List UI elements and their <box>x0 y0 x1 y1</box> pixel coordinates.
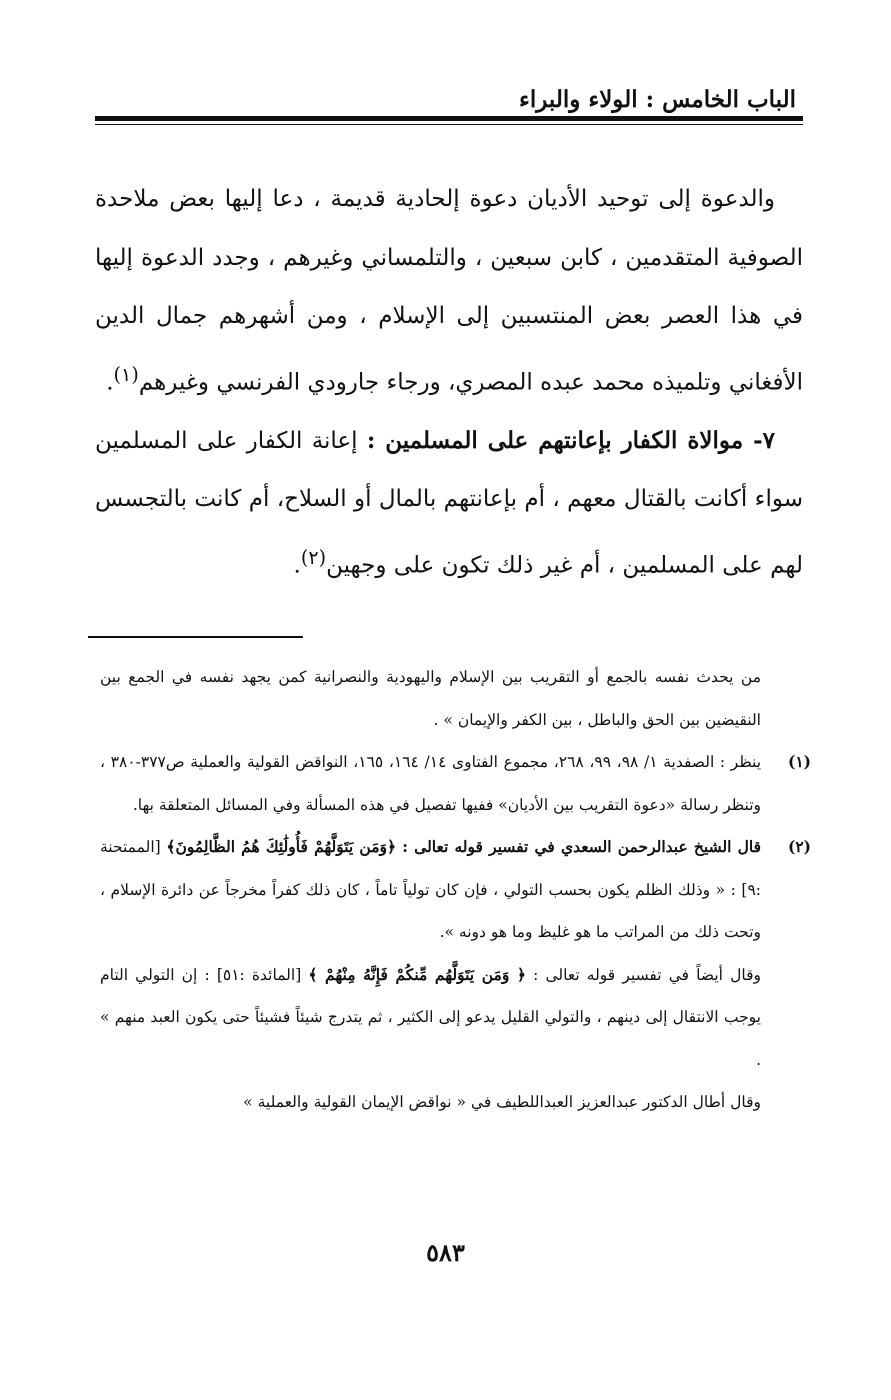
footnote-2-para-1 <box>100 826 761 954</box>
main-text <box>95 170 803 595</box>
header-rule-thin <box>95 124 803 125</box>
header-rule-thick <box>95 116 803 121</box>
footnote-2-intro: قال الشيخ عبدالرحمن السعدي في تفسير قوله تعالى : <box>396 837 761 856</box>
footnote-separator <box>88 636 303 638</box>
footnote-continuation <box>100 656 811 741</box>
quran-verse-2: ﴿ وَمَن يَتَوَلَّهُم مِّنكُمْ فَإِنَّهُ مِنْهُمْ ﴾ <box>308 964 526 984</box>
footnote-2-intro-2: وقال أيضاً في تفسير قوله تعالى : <box>525 965 761 984</box>
footnote-2-number: (٢) <box>787 837 811 856</box>
footnote-2-para-3: وقال أطال الدكتور عبدالعزيز العبداللطيف في « نواقض الإيمان القولية والعملية » <box>243 1093 761 1111</box>
quran-verse-1: ﴿وَمَن يَتَوَلَّهُمْ فَأُولَٰئِكَ هُمُ الظَّالِمُونَ﴾ <box>166 837 397 856</box>
page-number: ٥٨٣ <box>426 1238 465 1267</box>
footnotes <box>100 656 811 1124</box>
paragraph-religions-unification <box>95 170 803 412</box>
footnote-1-text: ينظر : الصفدية ١/ ٩٨، ٩٩، ٢٦٨، مجموع الفتاوى ١٤/ ١٦٤، ١٦٥، النواقض القولية والعملية ص٣٧٧-٣٨٠ ، وتنظر رسالة «دعوة التقريب بين الأديان» ففيها تفصيل في هذه المسألة وفي المسائل المتعلقة بها. <box>100 753 762 814</box>
point-7-heading: ٧- موالاة الكفار بإعانتهم على المسلمين : <box>366 426 775 454</box>
paragraph-end: . <box>293 552 301 579</box>
footnote-2-quote-2: [المائدة :٥١] : إن التولي التام يوجب الانتقال إلى دينهم ، والتولي القليل يدعو إلى الكثير ، ثم يتدرج شيئاً فشيئاً حتى يكون العبد منهم » . <box>100 965 761 1069</box>
footnote-1 <box>100 741 811 826</box>
running-header: الباب الخامس : الولاء والبراء <box>519 86 796 113</box>
footnote-1-number: (١) <box>787 752 811 771</box>
point-7-text: إعانة الكفار على المسلمين سواء أكانت بالقتال معهم ، أم بإعانتهم بالمال أو السلاح، أم كانت بالتجسس لهم على المسلمين ، أم غير ذلك تكون على وجهين <box>95 427 803 579</box>
footnote-2-para-2 <box>100 954 761 1082</box>
footnote-ref-1: (١) <box>113 362 139 386</box>
paragraph-text: والدعوة إلى توحيد الأديان دعوة إلحادية قديمة ، دعا إليها بعض ملاحدة الصوفية المتقدمين ، كابن سبعين ، والتلمساني وغيرهم ، وجدد الدعوة إليها في هذا العصر بعض المنتسبين إلى الإسلام ، ومن أشهرهم جمال الدين الأفغاني وتلميذه محمد عبده المصري، ورجاء جارودي الفرنسي وغيرهم <box>95 186 803 396</box>
paragraph-end: . <box>106 369 114 396</box>
footnote-continuation-text: من يحدث نفسه بالجمع أو التقريب بين الإسلام واليهودية والنصرانية كمن يجهد نفسه في الجمع بين النقيضين بين الحق والباطل ، بين الكفر والإيمان » . <box>100 668 761 729</box>
footnote-ref-2: (٢) <box>300 545 327 569</box>
paragraph-point-7 <box>95 412 803 595</box>
footnote-2-quote-1: [الممتحنة :٩] : « وذلك الظلم يكون بحسب التولي ، فإن كان تولياً تاماً ، كان ذلك كفراً مخرجاً عن دائرة الإسلام ، وتحت ذلك من المراتب ما هو غليظ وما هو دونه ». <box>100 838 761 941</box>
footnote-2 <box>100 826 811 1124</box>
